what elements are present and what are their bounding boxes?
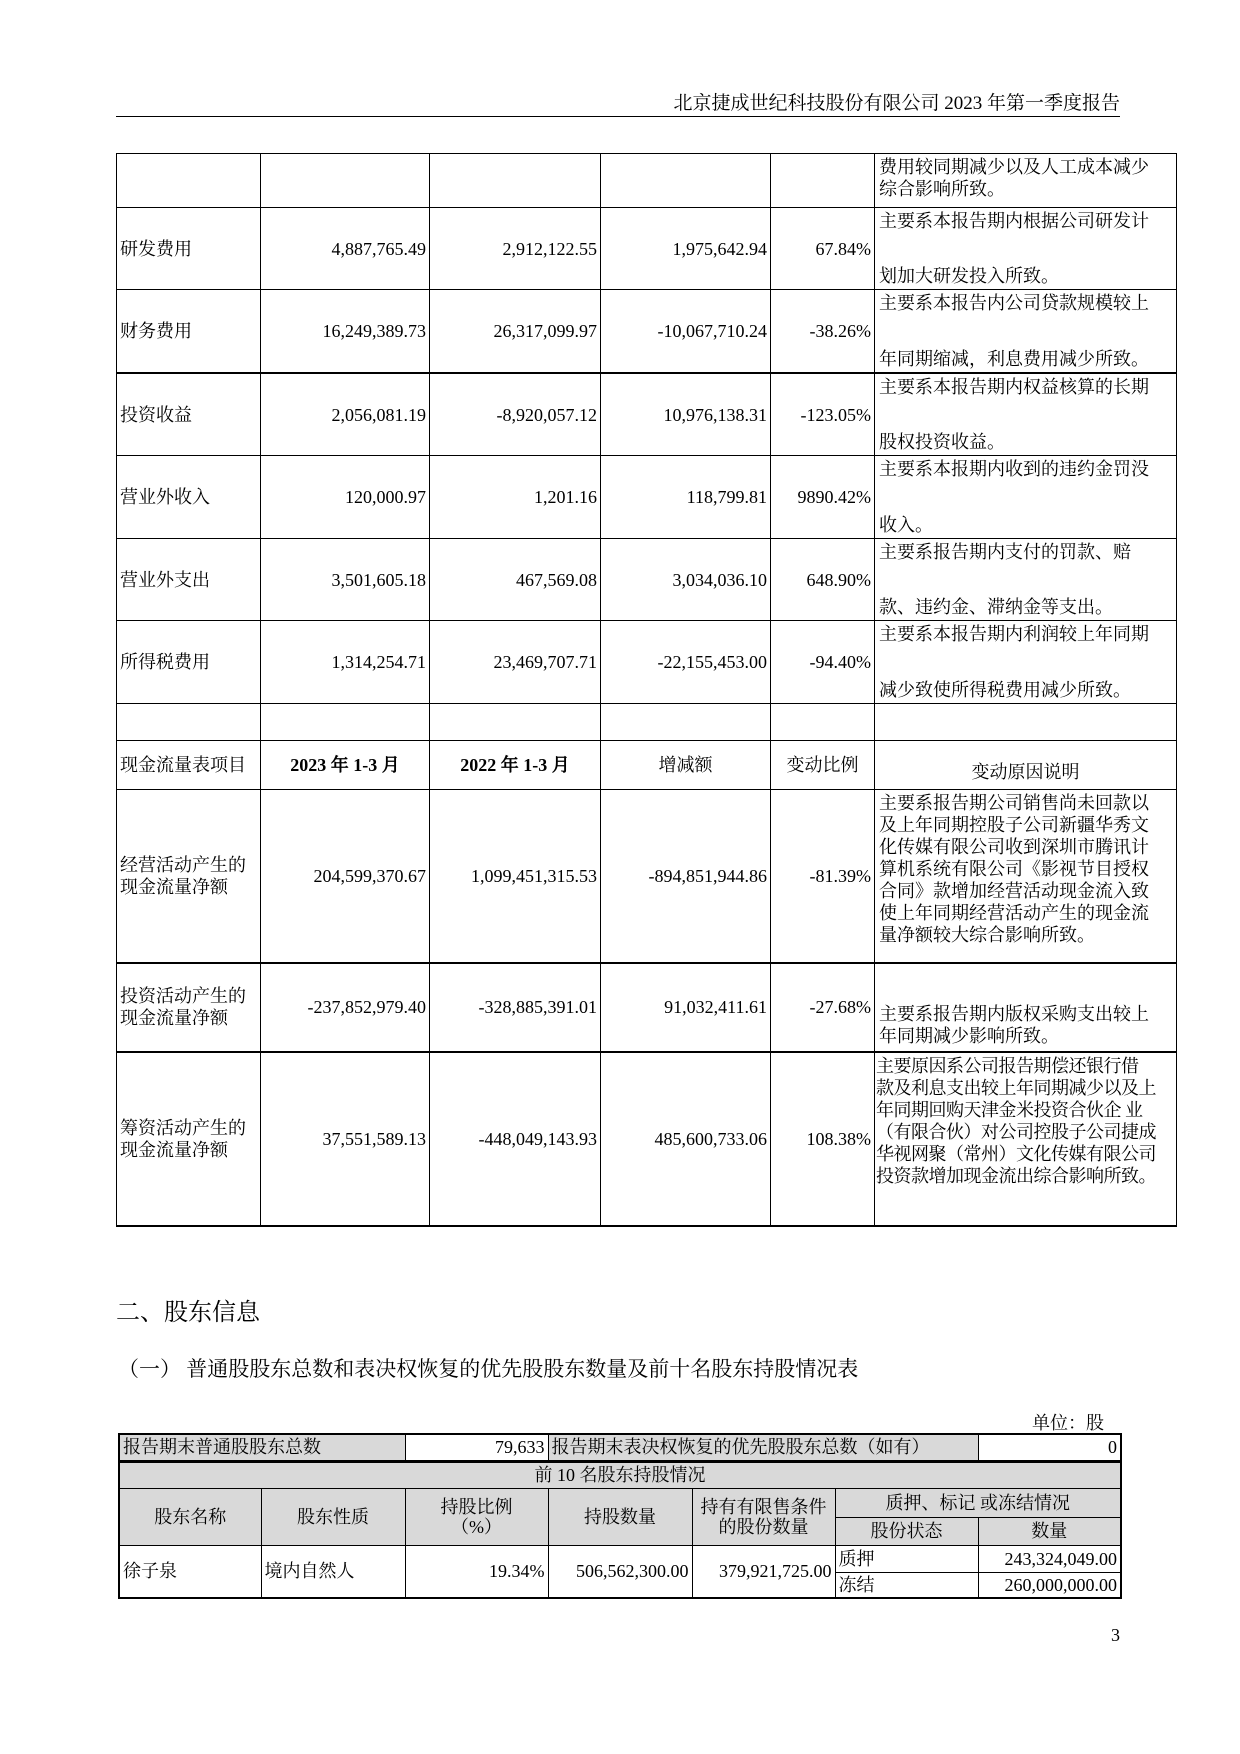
table-row — [117, 621, 1177, 704]
column-header: 持有有限售条件 的股份数量 — [692, 1488, 835, 1545]
reason-line: 主要系本报告内公司贷款规模较上 — [879, 293, 1149, 313]
reason-cell: 费用较同期减少以及人工成本减少 综合影响所致。 — [875, 154, 1177, 208]
change-value: 10,976,138.31 — [601, 373, 771, 456]
current-value: 3,501,605.18 — [261, 539, 430, 621]
table-row — [117, 1052, 1177, 1226]
reason-line: 减少致使所得税费用减少所致。 — [879, 680, 1131, 700]
preferred-shareholders-label: 报告期末表决权恢复的优先股股东总数（如有） — [548, 1434, 978, 1461]
current-value: 2,056,081.19 — [261, 373, 430, 456]
reason-line: 股权投资收益。 — [879, 432, 1005, 452]
ratio-value: 648.90% — [771, 539, 875, 621]
cash-flow-header-row — [117, 741, 1177, 790]
column-header: 持股比例 （%） — [405, 1488, 548, 1545]
column-header: 数量 — [978, 1517, 1121, 1545]
change-value: 118,799.81 — [601, 456, 771, 539]
reason-line: 主要系本报告期内利润较上年同期 — [879, 624, 1149, 644]
table-row — [117, 208, 1177, 290]
prior-value: -8,920,057.12 — [430, 373, 601, 456]
column-header-row — [119, 1488, 1121, 1517]
total-shareholders-value: 79,633 — [405, 1434, 548, 1461]
change-value: 91,032,411.61 — [601, 963, 771, 1052]
empty-row — [117, 704, 1177, 741]
shareholding-ratio: 19.34% — [405, 1545, 548, 1598]
column-header: 质押、标记 或冻结情况 — [835, 1488, 1121, 1517]
ratio-value: 9890.42% — [771, 456, 875, 539]
prior-value: 2,912,122.55 — [430, 208, 601, 290]
shares-held: 506,562,300.00 — [548, 1545, 692, 1598]
reason-cell — [875, 208, 1177, 290]
table-row — [117, 790, 1177, 963]
item-label: 营业外收入 — [117, 456, 261, 539]
reason-line: 划加大研发投入所致。 — [879, 266, 1059, 286]
ratio-value: -81.39% — [771, 790, 875, 963]
reason-line: 主要系本报告期内权益核算的长期 — [879, 377, 1149, 397]
reason-line: 年同期缩减，利息费用减少所致。 — [879, 349, 1149, 369]
column-header: 股东名称 — [119, 1488, 261, 1545]
change-value: -10,067,710.24 — [601, 290, 771, 374]
change-value: -22,155,453.00 — [601, 621, 771, 704]
column-header: 变动原因说明 — [875, 741, 1177, 790]
top10-title: 前 10 名股东持股情况 — [119, 1461, 1121, 1488]
top10-title-row — [119, 1461, 1121, 1488]
ratio-value: 108.38% — [771, 1052, 875, 1226]
prior-value: 1,201.16 — [430, 456, 601, 539]
column-header: 变动比例 — [771, 741, 875, 790]
table-row — [117, 963, 1177, 1052]
table-row — [117, 373, 1177, 456]
table-row — [117, 539, 1177, 621]
reason-cell: 主要系报告期内版权采购支出较上 年同期减少影响所致。 — [875, 963, 1177, 1052]
column-header: 2022 年 1-3 月 — [430, 741, 601, 790]
item-label: 经营活动产生的 现金流量净额 — [117, 790, 261, 963]
item-label: 投资活动产生的 现金流量净额 — [117, 963, 261, 1052]
column-header: 股份状态 — [835, 1517, 978, 1545]
section-title: 二、股东信息 — [116, 1300, 260, 1326]
pledge-status: 冻结 — [835, 1572, 978, 1598]
totals-row — [119, 1434, 1121, 1461]
reason-cell: 主要原因系公司报告期偿还银行借 款及利息支出较上年同期减少以及上 年同期回购天津金米投资合伙企 业 （有限合伙）对公司控股子公司捷成 华视网聚（常州）文化传媒有限公司 投资款增加现金流出综合影响所致。 — [875, 1052, 1177, 1226]
reason-line: 主要系本报期内收到的违约金罚没 — [879, 459, 1149, 479]
pledge-quantity: 243,324,049.00 — [978, 1545, 1121, 1572]
ratio-value: -27.68% — [771, 963, 875, 1052]
item-label: 所得税费用 — [117, 621, 261, 704]
reason-cell — [875, 373, 1177, 456]
page-number: 3 — [1111, 1625, 1120, 1645]
shareholder-row — [119, 1545, 1121, 1572]
reason-cell — [875, 456, 1177, 539]
column-header: 增减额 — [601, 741, 771, 790]
column-header: 现金流量表项目 — [117, 741, 261, 790]
ratio-value: -94.40% — [771, 621, 875, 704]
item-label: 财务费用 — [117, 290, 261, 374]
current-value: 204,599,370.67 — [261, 790, 430, 963]
reason-line: 主要系本报告期内根据公司研发计 — [879, 211, 1149, 231]
table-row — [117, 154, 1177, 208]
prior-value: -328,885,391.01 — [430, 963, 601, 1052]
item-label: 投资收益 — [117, 373, 261, 456]
item-label: 筹资活动产生的 现金流量净额 — [117, 1052, 261, 1226]
ratio-value: 67.84% — [771, 208, 875, 290]
reason-cell — [875, 621, 1177, 704]
ratio-value: -38.26% — [771, 290, 875, 374]
current-value: 4,887,765.49 — [261, 208, 430, 290]
prior-value: 26,317,099.97 — [430, 290, 601, 374]
current-value: 120,000.97 — [261, 456, 430, 539]
financial-changes-table — [116, 153, 1177, 1227]
page-header: 北京捷成世纪科技股份有限公司 2023 年第一季度报告 — [116, 88, 1120, 117]
ratio-value: -123.05% — [771, 373, 875, 456]
prior-value: 467,569.08 — [430, 539, 601, 621]
table-row — [117, 290, 1177, 374]
unit-label: 单位：股 — [1032, 1413, 1104, 1433]
item-label: 研发费用 — [117, 208, 261, 290]
prior-value: 1,099,451,315.53 — [430, 790, 601, 963]
reason-line: 收入。 — [879, 515, 933, 535]
reason-line: 款、违约金、滞纳金等支出。 — [879, 597, 1113, 617]
table-row — [117, 456, 1177, 539]
prior-value: -448,049,143.93 — [430, 1052, 601, 1226]
restricted-shares: 379,921,725.00 — [692, 1545, 835, 1598]
shareholder-nature: 境内自然人 — [261, 1545, 405, 1598]
reason-cell — [875, 539, 1177, 621]
preferred-shareholders-value: 0 — [978, 1434, 1121, 1461]
current-value: 1,314,254.71 — [261, 621, 430, 704]
current-value: -237,852,979.40 — [261, 963, 430, 1052]
change-value: 3,034,036.10 — [601, 539, 771, 621]
shareholder-name: 徐子泉 — [119, 1545, 261, 1598]
item-label: 营业外支出 — [117, 539, 261, 621]
reason-line: 主要系报告期内支付的罚款、赔 — [879, 542, 1131, 562]
current-value: 37,551,589.13 — [261, 1052, 430, 1226]
change-value: -894,851,944.86 — [601, 790, 771, 963]
shareholders-table — [118, 1433, 1122, 1599]
current-value: 16,249,389.73 — [261, 290, 430, 374]
column-header: 持股数量 — [548, 1488, 692, 1545]
change-value: 1,975,642.94 — [601, 208, 771, 290]
change-value: 485,600,733.06 — [601, 1052, 771, 1226]
column-header: 2023 年 1-3 月 — [261, 741, 430, 790]
pledge-status: 质押 — [835, 1545, 978, 1572]
column-header: 股东性质 — [261, 1488, 405, 1545]
total-shareholders-label: 报告期末普通股股东总数 — [119, 1434, 405, 1461]
reason-cell: 主要系报告期公司销售尚未回款以 及上年同期控股子公司新疆华秀文 化传媒有限公司收到深圳市腾讯计 算机系统有限公司《影视节目授权 合同》款增加经营活动现金流入致 使上年同期经营活动产生的现金流 量净额较大综合影响所致。 — [875, 790, 1177, 963]
pledge-quantity: 260,000,000.00 — [978, 1572, 1121, 1598]
prior-value: 23,469,707.71 — [430, 621, 601, 704]
section-subtitle: （一） 普通股股东总数和表决权恢复的优先股股东数量及前十名股东持股情况表 — [118, 1357, 859, 1381]
reason-cell — [875, 290, 1177, 374]
